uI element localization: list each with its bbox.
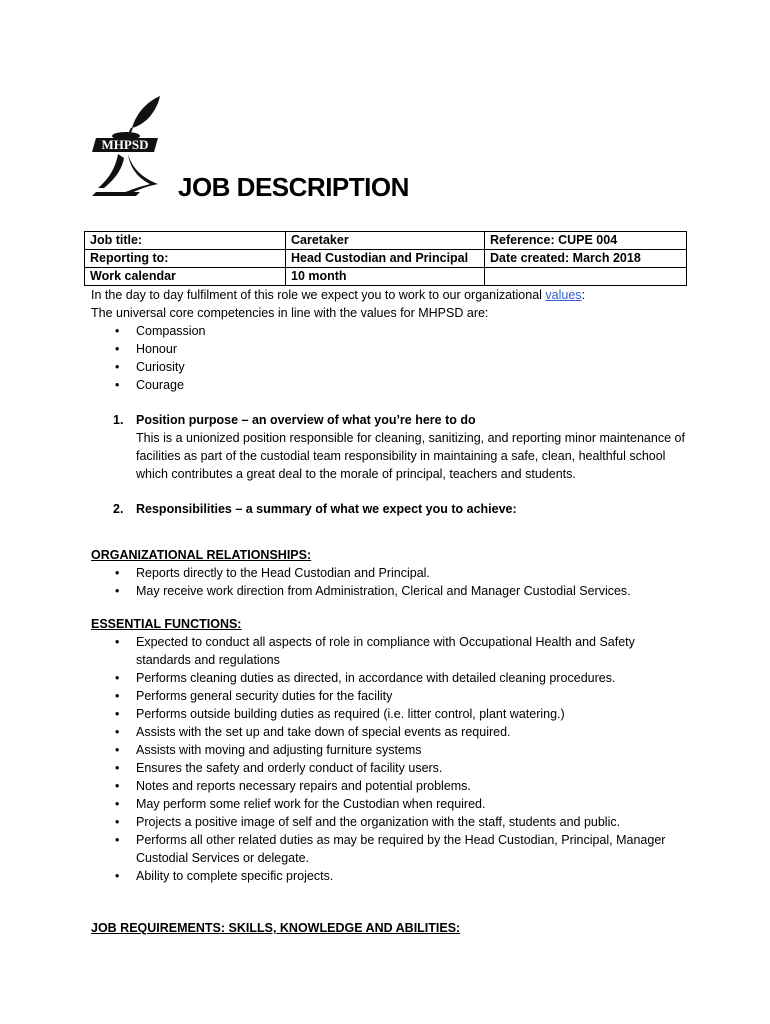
intro-text: In the day to day fulfilment of this role we expect you to work to our organizational [91, 288, 546, 302]
list-item: • Ability to complete specific projects. [91, 867, 691, 885]
section-2-heading [91, 500, 691, 518]
values-link[interactable]: values [545, 288, 582, 302]
list-item: • May perform some relief work for the Custodian when required. [91, 795, 691, 813]
job-info-table [84, 231, 687, 286]
list-item: • Courage [91, 376, 691, 394]
intro-colon: : [581, 288, 586, 302]
table-cell: Head Custodian and Principal [286, 250, 485, 268]
list-item: • Projects a positive image of self and the organization with the staff, students and public. [91, 813, 691, 831]
essential-heading: ESSENTIAL FUNCTIONS: [91, 617, 242, 631]
table-cell [485, 268, 687, 286]
list-item: • Honour [91, 340, 691, 358]
list-item: • Performs cleaning duties as directed, in accordance with detailed cleaning procedures. [91, 669, 691, 687]
list-item: • Ensures the safety and orderly conduct of facility users. [91, 759, 691, 777]
list-item: • Performs outside building duties as required (i.e. litter control, plant watering.) [91, 705, 691, 723]
org-list [91, 564, 691, 600]
table-cell: Reporting to: [85, 250, 286, 268]
table-row [85, 250, 687, 268]
section-number: 2. [113, 502, 124, 516]
org-heading: ORGANIZATIONAL RELATIONSHIPS: [91, 548, 312, 562]
table-cell: Date created: March 2018 [485, 250, 687, 268]
list-item: • Assists with the set up and take down of special events as required. [91, 723, 691, 741]
competencies-list [91, 322, 691, 394]
list-item: • Assists with moving and adjusting furniture systems [91, 741, 691, 759]
intro-line-1 [91, 286, 691, 304]
page-title: JOB DESCRIPTION [178, 172, 409, 202]
table-row [85, 232, 687, 250]
section-heading-text: Responsibilities – a summary of what we expect you to achieve: [136, 502, 517, 516]
requirements-heading: JOB REQUIREMENTS: SKILLS, KNOWLEDGE AND ABILITIES: [91, 921, 461, 935]
table-cell: Job title: [85, 232, 286, 250]
list-item: • Notes and reports necessary repairs and potential problems. [91, 777, 691, 795]
section-1-text: This is a unionized position responsible for cleaning, sanitizing, and reporting minor maintenance of facilities as part of the custodial team responsibility in maintaining a safe, clean, healthful school which contributes a great deal to the morale of principal, teachers and students. [136, 431, 685, 481]
table-cell: Work calendar [85, 268, 286, 286]
essential-list [91, 633, 691, 885]
list-item: • Performs all other related duties as may be required by the Head Custodian, Principal, Manager Custodial Services or delegate. [91, 831, 691, 867]
list-item: • Expected to conduct all aspects of role in compliance with Occupational Health and Safety standards and regulations [91, 633, 691, 669]
section-1-heading [91, 411, 691, 429]
list-item: • Reports directly to the Head Custodian and Principal. [91, 564, 691, 582]
table-cell: Caretaker [286, 232, 485, 250]
list-item: • Curiosity [91, 358, 691, 376]
logo-text: MHPSD [101, 137, 149, 152]
section-heading-text: Position purpose – an overview of what you’re here to do [136, 413, 476, 427]
document-body [91, 286, 691, 937]
section-number: 1. [113, 413, 124, 427]
list-item: • Performs general security duties for the facility [91, 687, 691, 705]
table-row [85, 268, 687, 286]
mhpsd-logo [88, 92, 176, 200]
list-item: • May receive work direction from Administration, Clerical and Manager Custodial Services. [91, 582, 691, 600]
list-item: • Compassion [91, 322, 691, 340]
quill-logo-icon [88, 92, 176, 200]
table-cell: 10 month [286, 268, 485, 286]
table-cell: Reference: CUPE 004 [485, 232, 687, 250]
intro-line-2: The universal core competencies in line with the values for MHPSD are: [91, 306, 489, 320]
